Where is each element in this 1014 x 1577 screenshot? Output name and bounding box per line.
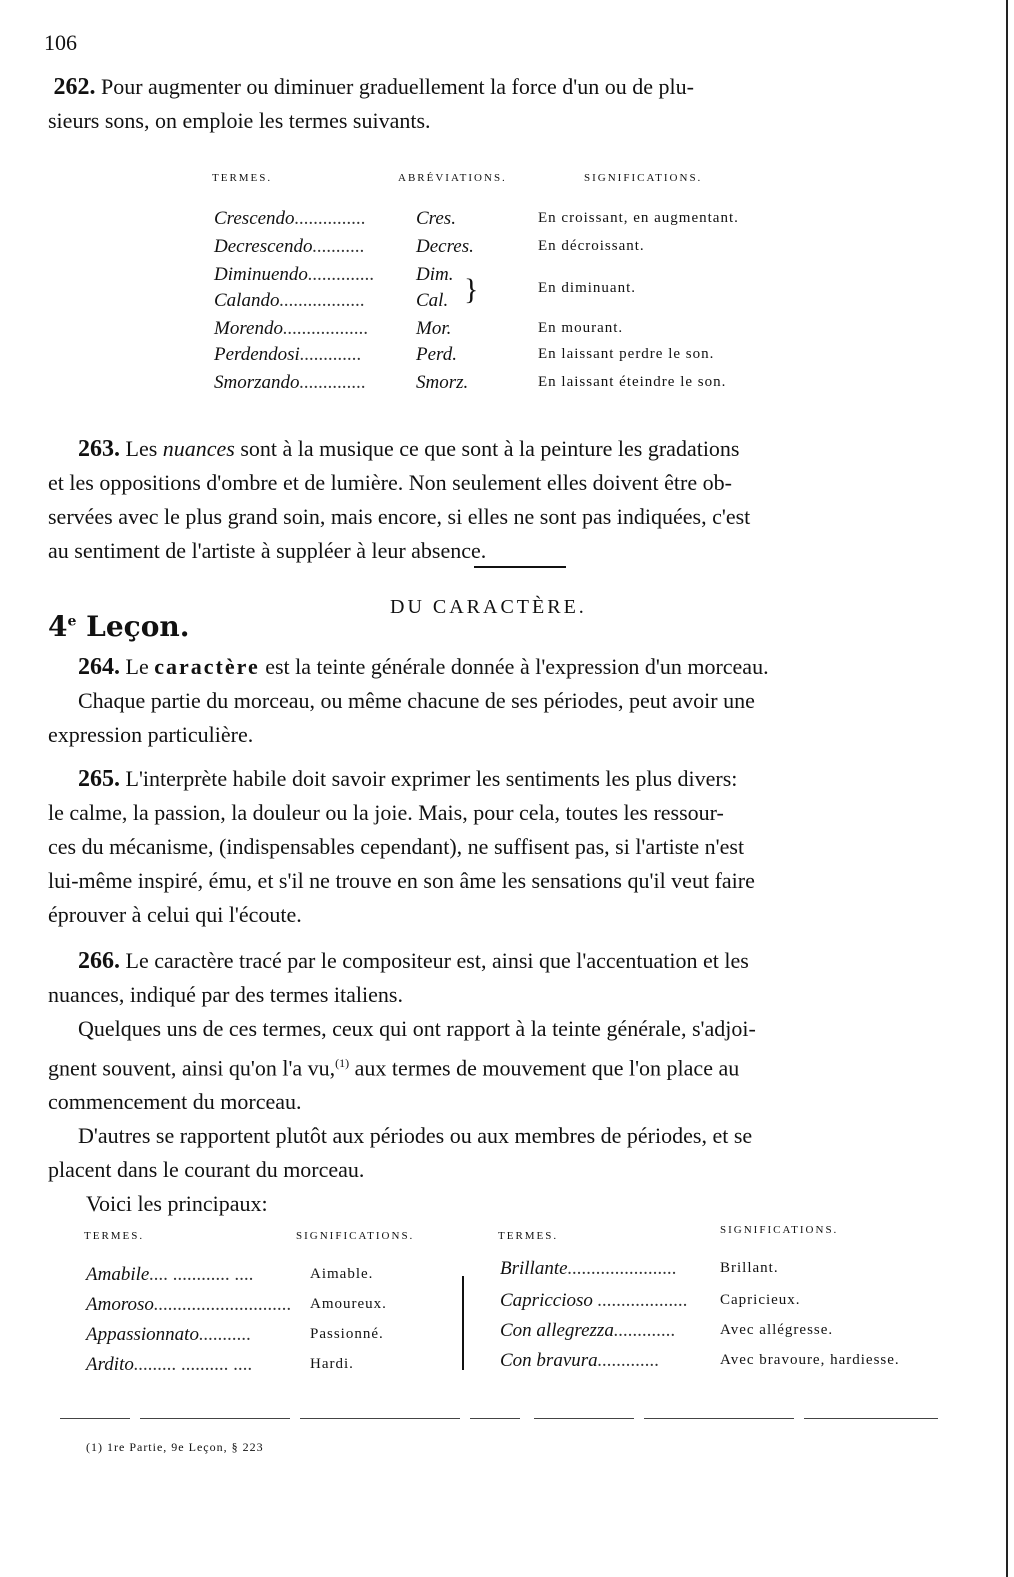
sig-crescendo: En croissant, en augmentant. <box>538 210 739 226</box>
term-amabile <box>86 1264 254 1286</box>
header-terms: TERMES. <box>212 172 273 184</box>
paragraph-266-line-4 <box>48 1046 940 1085</box>
paragraph-265-line-2: le calme, la passion, la douleur ou la joie. Mais, pour cela, toutes les ressour- <box>48 800 724 825</box>
footnote-rule-segment <box>60 1418 130 1419</box>
sig-ardito: Hardi. <box>310 1356 354 1372</box>
term-perdendosi <box>214 344 362 366</box>
footnote-rule-segment <box>644 1418 794 1419</box>
header-terms-right: TERMES. <box>498 1230 559 1242</box>
paragraph-265-line-1 <box>48 762 940 796</box>
page-number: 106 <box>44 30 77 55</box>
header-abbreviations: ABRÉVIATIONS. <box>398 172 507 184</box>
leader-dots: ............. <box>299 344 362 365</box>
term-capriccioso <box>500 1290 688 1312</box>
lesson-number: 4 <box>48 610 68 643</box>
paragraph-number: 264. <box>78 654 120 680</box>
term-text: Decrescendo <box>214 236 313 257</box>
page-edge-line <box>1006 0 1008 1577</box>
term-text: Diminuendo <box>214 264 308 285</box>
term-brillante <box>500 1258 677 1280</box>
paragraph-263-line-2: et les oppositions d'ombre et de lumière. Non seulement elles doivent être ob- <box>48 470 732 495</box>
sig-capriccioso: Capricieux. <box>720 1292 801 1308</box>
paragraph-262-line-2 <box>48 104 940 138</box>
term-con-bravura <box>500 1350 659 1372</box>
text-fragment: gnent souvent, ainsi qu'on l'a vu, <box>48 1055 336 1081</box>
paragraph-number: 266. <box>78 948 120 974</box>
paragraph-266-line-1 <box>48 944 940 978</box>
paragraph-264-line-2: Chaque partie du morceau, ou même chacune de ses périodes, peut avoir une <box>78 688 755 713</box>
term-diminuendo <box>214 264 374 286</box>
paragraph-265-line-4: lui-même inspiré, ému, et s'il ne trouve en son âme les sensations qu'il veut faire <box>48 868 755 893</box>
footnote-ref: (1) <box>335 1056 350 1070</box>
term-text: Brillante <box>500 1258 568 1279</box>
term-text: Ardito <box>86 1354 134 1375</box>
leader-dots: ......... .......... .... <box>133 1354 253 1375</box>
paragraph-263-line-1 <box>48 432 940 466</box>
paragraph-264-line-1 <box>48 650 940 684</box>
lesson-heading <box>48 610 190 643</box>
sig-con-bravura: Avec bravoure, hardiesse. <box>720 1352 900 1368</box>
text-fragment: aux termes de mouvement que l'on place au <box>354 1055 740 1081</box>
paragraph-266-line-8: Voici les principaux: <box>86 1191 268 1217</box>
text-line: sieurs sons, on emploie les termes suivants. <box>48 108 431 133</box>
header-sig-right: SIGNIFICATIONS. <box>720 1224 839 1236</box>
leader-dots: .............. <box>307 264 375 285</box>
paragraph-266-line-2: nuances, indiqué par des termes italiens. <box>48 982 403 1007</box>
paragraph-263-line-3: servées avec le plus grand soin, mais encore, si elles ne sont pas indiquées, c'est <box>48 504 751 529</box>
leader-dots: .... ............ .... <box>149 1264 254 1285</box>
footnote-rule-segment <box>140 1418 290 1419</box>
paragraph-263 <box>48 432 940 568</box>
leader-dots: ............. <box>597 1350 660 1371</box>
term-smorzando <box>214 372 366 394</box>
term-calando <box>214 290 365 312</box>
term-text: Appassionnato <box>86 1324 199 1345</box>
term-text: Amoroso <box>86 1294 154 1315</box>
leader-dots: .................. <box>282 318 369 339</box>
paragraph-262 <box>48 70 940 138</box>
text-fragment: sont à la musique ce que sont à la peinture les gradations <box>240 436 740 461</box>
term-text: Capriccioso <box>500 1290 593 1311</box>
paragraph-265-line-3: ces du mécanisme, (indispensables cependant), ne suffisent pas, si l'artiste n'est <box>48 834 745 859</box>
abbr-mor: Mor. <box>416 318 452 339</box>
italic-term: nuances <box>162 436 235 461</box>
sig-brillante: Brillant. <box>720 1260 779 1276</box>
footnote: (1) 1re Partie, 9e Leçon, § 223 <box>86 1440 264 1454</box>
term-text: Smorzando <box>214 372 300 393</box>
leader-dots: .................. <box>279 290 365 311</box>
text-fragment: L'interprète habile doit savoir exprimer les sentiments les plus divers: <box>125 766 738 791</box>
sig-amoroso: Amoureux. <box>310 1296 387 1312</box>
footnote-rule-segment <box>804 1418 938 1419</box>
paragraph-number: 265. <box>78 766 120 792</box>
leader-dots: ........... <box>198 1324 252 1345</box>
abbr-smorz: Smorz. <box>416 372 469 393</box>
abbr-dim: Dim. <box>416 264 454 285</box>
term-ardito <box>86 1354 253 1376</box>
leader-dots: ............... <box>294 208 366 229</box>
term-text: Con allegrezza <box>500 1320 614 1341</box>
header-sig-left: SIGNIFICATIONS. <box>296 1230 415 1242</box>
leader-dots: ............. <box>613 1320 676 1341</box>
sig-amabile: Aimable. <box>310 1266 374 1282</box>
paragraph-265 <box>48 762 940 932</box>
bold-term: caractère <box>154 654 260 679</box>
paragraph-266-line-6: D'autres se rapportent plutôt aux périodes ou aux membres de périodes, et se <box>78 1123 753 1149</box>
paragraph-266-line-3: Quelques uns de ces termes, ceux qui ont rapport à la teinte générale, s'adjoi- <box>78 1016 756 1041</box>
sig-appassionnato: Passionné. <box>310 1326 384 1342</box>
lesson-label: Leçon. <box>86 610 190 643</box>
term-decrescendo <box>214 236 365 258</box>
leader-dots: ........... <box>312 236 365 257</box>
term-text: Perdendosi <box>214 344 300 365</box>
paragraph-264 <box>48 650 940 752</box>
abbr-perd: Perd. <box>416 344 457 365</box>
term-text: Con bravura <box>500 1350 598 1371</box>
text-fragment: Le caractère tracé par le compositeur est, ainsi que l'accentuation et les <box>125 948 749 973</box>
abbr-decres: Decres. <box>416 236 474 257</box>
term-text: Amabile <box>86 1264 150 1285</box>
text-fragment: est la teinte générale donnée à l'expression d'un morceau. <box>265 654 769 679</box>
sig-morendo: En mourant. <box>538 320 624 336</box>
sig-diminuant: En diminuant. <box>538 280 636 296</box>
paragraph-264-line-3: expression particulière. <box>48 722 254 747</box>
term-crescendo <box>214 208 366 230</box>
sig-decrescendo: En décroissant. <box>538 238 645 254</box>
sig-con-allegrezza: Avec allégresse. <box>720 1322 834 1338</box>
header-significations: SIGNIFICATIONS. <box>584 172 703 184</box>
sig-perdendosi: En laissant perdre le son. <box>538 346 715 362</box>
paragraph-266-line-5: commencement du morceau. <box>48 1089 302 1115</box>
footnote-rule-segment <box>300 1418 460 1419</box>
brace-icon: } <box>464 273 479 306</box>
abbr-cal: Cal. <box>416 290 449 311</box>
term-appassionnato <box>86 1324 251 1346</box>
term-amoroso <box>86 1294 292 1316</box>
term-text: Crescendo <box>214 208 295 229</box>
paragraph-266-line-7: placent dans le courant du morceau. <box>48 1157 365 1183</box>
section-divider <box>474 566 566 568</box>
term-text: Calando <box>214 290 280 311</box>
term-morendo <box>214 318 368 340</box>
text-line: Pour augmenter ou diminuer graduellement la force d'un ou de plu- <box>101 74 694 99</box>
leader-dots: ................... <box>592 1290 688 1311</box>
column-divider <box>462 1276 464 1370</box>
header-terms-left: TERMES. <box>84 1230 145 1242</box>
leader-dots: ............................. <box>153 1294 292 1315</box>
paragraph-265-line-5: éprouver à celui qui l'écoute. <box>48 902 302 927</box>
sig-smorzando: En laissant éteindre le son. <box>538 374 727 390</box>
footnote-rule-segment <box>470 1418 520 1419</box>
text-fragment: Le <box>125 654 149 679</box>
term-text: Morendo <box>214 318 283 339</box>
paragraph-number: 262. <box>53 74 96 100</box>
footnote-rule-segment <box>534 1418 634 1419</box>
term-con-allegrezza <box>500 1320 676 1342</box>
paragraph-262-line-1 <box>48 70 940 104</box>
section-title: DU CARACTÈRE. <box>390 596 587 618</box>
text-fragment: Les <box>125 436 158 461</box>
paragraph-number: 263. <box>78 436 120 462</box>
leader-dots: .............. <box>299 372 367 393</box>
abbr-cres: Cres. <box>416 208 456 229</box>
paragraph-266 <box>48 944 940 1221</box>
lesson-sup: e <box>67 613 77 630</box>
leader-dots: ....................... <box>567 1258 677 1279</box>
paragraph-263-line-4: au sentiment de l'artiste à suppléer à leur absence. <box>48 538 487 563</box>
